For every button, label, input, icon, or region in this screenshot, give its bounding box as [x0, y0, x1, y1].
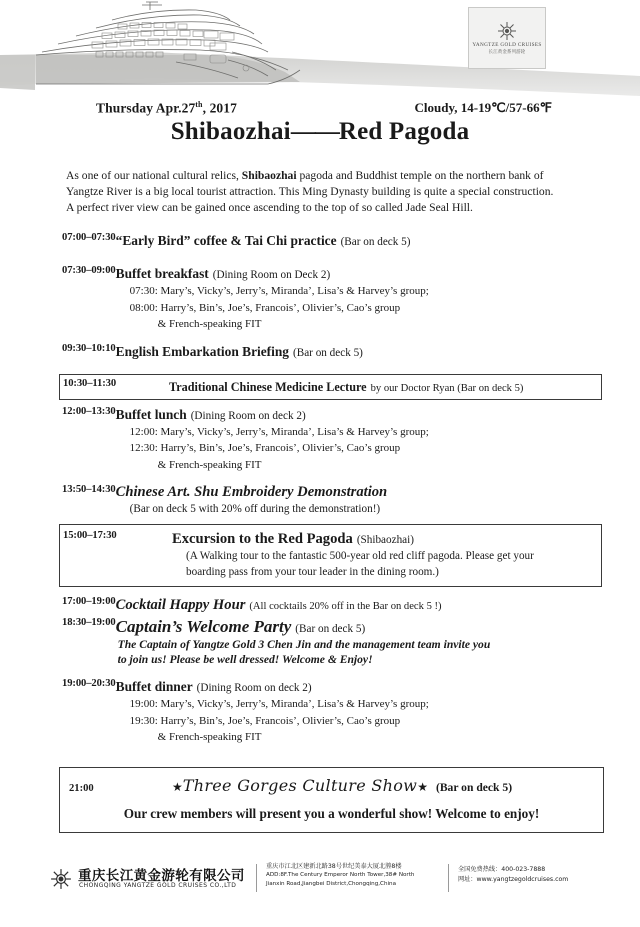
footer-company-chinese: 重庆长江黄金游轮有限公司 [78, 868, 245, 884]
schedule-title: English Embarkation Briefing [115, 343, 290, 359]
schedule-subline: 19:30: Harry’s, Bin’s, Joe’s, Francois’, Olivier’s, Cao’s group [129, 714, 401, 727]
intro-line3: A perfect river view can be gained once ascending to the top of so called Jade Seal Hill. [66, 201, 473, 215]
schedule-title: Buffet breakfast [115, 266, 209, 281]
schedule-note: (Shibaozhai) [356, 534, 414, 546]
star-icon-left: ★ [172, 780, 183, 794]
intro-paragraph [66, 168, 578, 217]
footer-divider-1 [256, 864, 257, 892]
intro-line1c: pagoda and Buddhist temple on the northern bank of [296, 169, 544, 182]
schedule-subline: & French-speaking FIT [157, 731, 262, 744]
schedule-title: Buffet lunch [115, 406, 187, 422]
footer-address-chinese: 重庆市江北区建新北路38号世纪美泰大厦北塍8楼 [266, 863, 402, 870]
schedule-time: 18:30–19:00 [62, 617, 116, 628]
footer-company-english: CHONGQING YANGTZE GOLD CRUISES CO.,LTD [79, 882, 237, 889]
schedule-title: “Early Bird” coffee & Tai Chi practice [115, 233, 337, 248]
schedule-subline: 08:00: Harry’s, Bin’s, Joe’s, Francois’, Olivier’s, Cao’s group [129, 301, 401, 314]
schedule-note: by our Doctor Ryan (Bar on deck 5) [370, 382, 524, 394]
schedule-time: 17:00–19:00 [62, 596, 116, 607]
schedule-note: (Bar on deck 5) [340, 236, 411, 248]
header-artwork [0, 0, 640, 105]
schedule-item-buffet-lunch [0, 406, 640, 474]
schedule-item-buffet-breakfast [0, 265, 640, 333]
page-footer [0, 862, 640, 912]
footer-divider-2 [448, 864, 449, 892]
schedule-title: Chinese Art. Shu Embroidery Demonstration [115, 484, 388, 500]
footer-contact [458, 865, 568, 885]
schedule-paren: (A Walking tour to the fantastic 500-year old red cliff pagoda. Please get your [186, 550, 534, 562]
schedule-time: 07:00–07:30 [62, 232, 116, 243]
schedule-note: (Bar on deck 5) [295, 623, 366, 635]
footer-address [266, 863, 414, 888]
date-year: , 2017 [202, 100, 237, 116]
schedule-time: 15:00–17:30 [63, 530, 117, 541]
schedule-time: 10:30–11:30 [63, 377, 117, 389]
schedule-paren: boarding pass from your tour leader in the dining room.) [186, 566, 439, 578]
captain-message-line: The Captain of Yangtze Gold 3 Chen Jin and the management team invite you [117, 638, 491, 651]
schedule-item-tcm-lecture-box [59, 374, 602, 400]
schedule-subline: 07:30: Mary’s, Vicky’s, Jerry’s, Miranda’, Lisa’s & Harvey’s group; [129, 285, 429, 297]
ships-wheel-icon [497, 21, 517, 41]
title-dash: —— [290, 118, 339, 145]
intro-line2: Yangtze River is a big local tourist attraction. This Ming Dynasty building is quite a special construction. [66, 185, 554, 199]
schedule-title: Excursion to the Red Pagoda [172, 531, 353, 547]
schedule-note: (Dining Room on deck 2) [190, 409, 306, 422]
schedule-time: 12:00–13:30 [62, 405, 116, 417]
schedule-item-happy-hour [0, 596, 640, 614]
schedule-time: 09:30–10:10 [62, 342, 116, 354]
footer-address-english-2: Jianxin Road,Jiangbei District,Chongqing,China [266, 880, 397, 887]
schedule-subline: 12:30: Harry’s, Bin’s, Joe’s, Francois’, Olivier’s, Cao’s group [129, 442, 401, 454]
date-main: Thursday Apr.27 [96, 100, 196, 116]
schedule-item-embarkation-briefing [0, 343, 640, 361]
footer-hotline: 全国免费热线：400-023-7888 [458, 866, 546, 873]
schedule-item-buffet-dinner [0, 678, 640, 746]
captain-message-line: to join us! Please be well dressed! Welcome & Enjoy! [117, 653, 373, 667]
date-weather-bar [0, 100, 640, 120]
schedule-note: (Bar on deck 5) [293, 346, 363, 359]
show-title: Three Gorges Culture Show [182, 776, 418, 795]
schedule-title: Traditional Chinese Medicine Lecture [169, 379, 367, 394]
show-location: (Bar on deck 5) [435, 781, 513, 794]
schedule-subline: & French-speaking FIT [157, 458, 262, 471]
schedule-paren: (Bar on deck 5 with 20% off during the demonstration!) [129, 503, 381, 515]
schedule-title: Captain’s Welcome Party [115, 617, 292, 636]
schedule-item-early-bird [0, 232, 640, 250]
brand-logo [468, 7, 546, 69]
title-part-1: Shibaozhai [170, 118, 291, 145]
schedule-time: 07:30–09:00 [62, 265, 116, 276]
schedule-subline: 12:00: Mary’s, Vicky’s, Jerry’s, Miranda’, Lisa’s & Harvey’s group; [129, 425, 429, 438]
date-ordinal: th [195, 100, 203, 109]
page-title [0, 118, 640, 146]
logo-chinese-text: 长江黄金系列游轮 [488, 50, 526, 55]
intro-highlight: Shibaozhai [241, 169, 297, 182]
title-part-2: Red Pagoda [338, 118, 470, 145]
schedule-item-excursion-box [59, 524, 602, 587]
schedule-title: Cocktail Happy Hour [115, 597, 246, 613]
logo-english-text: YANGTZE GOLD CRUISES [472, 42, 542, 48]
show-message: Our crew members will present you a wonderful show! Welcome to enjoy! [123, 806, 540, 821]
schedule-subline: & French-speaking FIT [157, 318, 262, 330]
schedule-subline: 19:00: Mary’s, Vicky’s, Jerry’s, Miranda’, Lisa’s & Harvey’s group; [129, 698, 429, 711]
weather-label: Cloudy, 14-19℃/57-66℉ [414, 100, 552, 115]
footer-website[interactable]: 网址：www.yangtzegoldcruises.com [458, 876, 569, 883]
show-time: 21:00 [69, 783, 94, 794]
date-label [96, 100, 237, 117]
culture-show-box [59, 767, 604, 833]
schedule-item-embroidery-demo [0, 484, 640, 517]
schedule-list [0, 232, 640, 746]
schedule-note: (Dining Room on deck 2) [196, 682, 312, 695]
schedule-note: (Dining Room on Deck 2) [212, 269, 331, 281]
schedule-item-captains-party [0, 617, 640, 667]
intro-line1a: As one of our national cultural relics, [66, 169, 242, 182]
star-icon-right: ★ [417, 780, 428, 794]
schedule-note: (All cocktails 20% off in the Bar on deck 5 !) [249, 601, 442, 612]
ships-wheel-icon [50, 868, 72, 890]
schedule-time: 13:50–14:30 [62, 484, 116, 495]
footer-address-english-1: ADD:8F.The Century Emperor North Tower,38# North [266, 872, 415, 879]
schedule-title: Buffet dinner [115, 679, 193, 695]
schedule-time: 19:00–20:30 [62, 678, 116, 690]
